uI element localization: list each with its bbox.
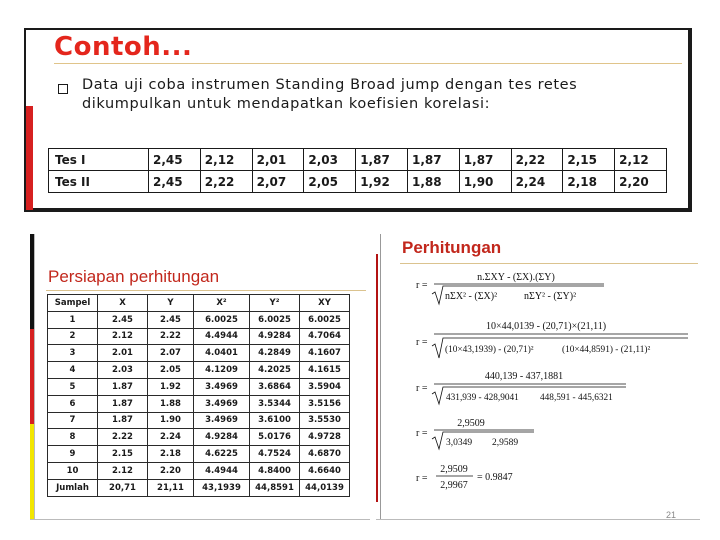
r-label: r = xyxy=(416,428,428,439)
column-header: X xyxy=(98,295,148,312)
table-cell: 3.5904 xyxy=(300,378,350,395)
formula-denominator-a: 3,0349 xyxy=(446,438,473,448)
table-cell: 1.88 xyxy=(148,395,194,412)
table-row xyxy=(48,311,350,328)
table-cell: 3.4969 xyxy=(194,378,250,395)
row-label: Tes I xyxy=(49,149,149,171)
table-cell: 1,87 xyxy=(407,149,459,171)
column-header: Sampel xyxy=(48,295,98,312)
panel-border xyxy=(34,234,35,520)
table-cell: 2.12 xyxy=(98,328,148,345)
table-cell: 2,45 xyxy=(149,149,201,171)
table-cell: 3 xyxy=(48,345,98,362)
square-bullet-icon xyxy=(58,84,68,94)
formula-numerator: 440,139 - 437,1881 xyxy=(484,371,564,382)
table-cell: 1.87 xyxy=(98,412,148,429)
table-cell: 4.4944 xyxy=(194,462,250,479)
row-label: Tes II xyxy=(49,171,149,193)
table-cell: 2,18 xyxy=(563,171,615,193)
table-cell: 6.0025 xyxy=(250,311,300,328)
example-title: Contoh... xyxy=(54,32,193,62)
table-row xyxy=(48,362,350,379)
table-cell: 6 xyxy=(48,395,98,412)
r-label: r = xyxy=(416,280,428,291)
formula-denominator-a: 431,939 - 428,9041 xyxy=(446,393,519,403)
table-cell: 4.4944 xyxy=(194,328,250,345)
table-cell: 2,07 xyxy=(252,171,304,193)
table-cell: 2,05 xyxy=(304,171,356,193)
r-label: r = xyxy=(416,383,428,394)
table-cell: 3.5530 xyxy=(300,412,350,429)
formula-numerator: n.ΣXY - (ΣX).(ΣY) xyxy=(477,272,555,283)
table-cell: 4.6640 xyxy=(300,462,350,479)
table-cell: 6.0025 xyxy=(194,311,250,328)
formula-denominator-b: nΣY² - (ΣY)² xyxy=(524,291,577,302)
panel-border xyxy=(30,519,370,520)
table-cell: 1.87 xyxy=(98,395,148,412)
computation-table xyxy=(47,294,350,497)
table-cell: 2.22 xyxy=(148,328,194,345)
calculation-title: Perhitungan xyxy=(402,238,502,257)
table-cell: 5 xyxy=(48,378,98,395)
formula-denominator-b: (10×44,8591) - (21,11)² xyxy=(562,345,651,355)
correlation-formulas xyxy=(416,266,696,511)
table-cell: 2,12 xyxy=(200,149,252,171)
table-cell: 2.18 xyxy=(148,446,194,463)
table-cell: 2.03 xyxy=(98,362,148,379)
table-cell: 2,45 xyxy=(149,171,201,193)
table-cell: 21,11 xyxy=(148,479,194,496)
formula-denominator-b: 2,9589 xyxy=(492,438,519,448)
table-cell: 2.45 xyxy=(98,311,148,328)
table-cell: 20,71 xyxy=(98,479,148,496)
example-panel xyxy=(24,28,692,212)
table-cell: 2.20 xyxy=(148,462,194,479)
formula-denominator: 2,9967 xyxy=(440,480,468,491)
formula-denominator-b: 448,591 - 445,6321 xyxy=(540,393,613,403)
table-cell: 2.22 xyxy=(98,429,148,446)
formula-simplified xyxy=(416,418,534,449)
panel-border xyxy=(376,519,700,520)
title-divider xyxy=(46,290,366,291)
column-header: Y xyxy=(148,295,194,312)
table-cell: 4.6225 xyxy=(194,446,250,463)
table-cell: 2.05 xyxy=(148,362,194,379)
table-row xyxy=(48,412,350,429)
column-header: X² xyxy=(194,295,250,312)
accent-bar xyxy=(376,254,378,502)
table-cell: 1,90 xyxy=(459,171,511,193)
preparation-panel xyxy=(30,234,370,520)
example-description: Data uji coba instrumen Standing Broad jump dengan tes retes dikumpulkan untuk mendapatkan koefisien korelasi: xyxy=(82,77,578,112)
table-cell: 1,92 xyxy=(356,171,408,193)
calculation-panel xyxy=(376,234,700,520)
table-cell: 4.9284 xyxy=(194,429,250,446)
formula-expanded xyxy=(416,371,626,404)
table-cell: 7 xyxy=(48,412,98,429)
title-divider xyxy=(400,263,698,264)
table-cell: 4.2025 xyxy=(250,362,300,379)
table-cell: Jumlah xyxy=(48,479,98,496)
formula-numerator: 2,9509 xyxy=(457,418,485,429)
preparation-title: Persiapan perhitungan xyxy=(48,267,220,286)
formula-denominator-a: nΣX² - (ΣX)² xyxy=(445,291,498,302)
table-row xyxy=(48,395,350,412)
table-cell: 44,8591 xyxy=(250,479,300,496)
table-cell: 2,15 xyxy=(563,149,615,171)
table-row xyxy=(48,378,350,395)
table-cell: 4.9284 xyxy=(250,328,300,345)
table-cell: 2,03 xyxy=(304,149,356,171)
formula-general xyxy=(416,272,604,304)
table-row xyxy=(48,328,350,345)
table-cell: 8 xyxy=(48,429,98,446)
table-row xyxy=(48,446,350,463)
table-cell: 10 xyxy=(48,462,98,479)
table-cell: 1,87 xyxy=(459,149,511,171)
table-cell: 2.45 xyxy=(148,311,194,328)
table-row xyxy=(49,171,667,193)
table-cell: 4.8400 xyxy=(250,462,300,479)
table-cell: 3.4969 xyxy=(194,395,250,412)
table-cell: 4.9728 xyxy=(300,429,350,446)
table-cell: 2.01 xyxy=(98,345,148,362)
table-row xyxy=(49,149,667,171)
table-cell: 2,24 xyxy=(511,171,563,193)
table-cell: 9 xyxy=(48,446,98,463)
table-cell: 4.6870 xyxy=(300,446,350,463)
table-row xyxy=(48,429,350,446)
table-cell: 2,01 xyxy=(252,149,304,171)
table-cell: 2,20 xyxy=(615,171,667,193)
table-cell: 44,0139 xyxy=(300,479,350,496)
table-cell: 4.2849 xyxy=(250,345,300,362)
total-row xyxy=(48,479,350,496)
table-cell: 4.1607 xyxy=(300,345,350,362)
table-cell: 43,1939 xyxy=(194,479,250,496)
table-cell: 2 xyxy=(48,328,98,345)
table-cell: 1.92 xyxy=(148,378,194,395)
table-cell: 2.12 xyxy=(98,462,148,479)
table-cell: 4.1615 xyxy=(300,362,350,379)
table-cell: 3.5156 xyxy=(300,395,350,412)
r-label: r = xyxy=(416,337,428,348)
table-cell: 2,22 xyxy=(511,149,563,171)
table-cell: 3.5344 xyxy=(250,395,300,412)
table-cell: 1 xyxy=(48,311,98,328)
test-retest-table xyxy=(48,148,667,193)
formula-substituted xyxy=(416,321,688,358)
table-cell: 1.87 xyxy=(98,378,148,395)
formula-numerator: 2,9509 xyxy=(440,464,468,475)
page-number: 21 xyxy=(665,510,676,520)
r-label: r = xyxy=(416,473,428,484)
table-cell: 3.6100 xyxy=(250,412,300,429)
table-cell: 4.0401 xyxy=(194,345,250,362)
table-cell: 2,12 xyxy=(615,149,667,171)
formula-result xyxy=(416,464,513,491)
table-cell: 2,22 xyxy=(200,171,252,193)
table-cell: 2.15 xyxy=(98,446,148,463)
table-cell: 1,88 xyxy=(407,171,459,193)
table-cell: 1,87 xyxy=(356,149,408,171)
table-cell: 1.90 xyxy=(148,412,194,429)
formula-denominator-a: (10×43,1939) - (20,71)² xyxy=(445,345,534,355)
table-row xyxy=(48,462,350,479)
column-header: XY xyxy=(300,295,350,312)
table-cell: 4.7524 xyxy=(250,446,300,463)
accent-bar xyxy=(26,106,33,210)
column-header: Y² xyxy=(250,295,300,312)
table-cell: 2.24 xyxy=(148,429,194,446)
panel-border xyxy=(380,234,381,520)
table-cell: 4 xyxy=(48,362,98,379)
table-cell: 4.7064 xyxy=(300,328,350,345)
table-cell: 3.6864 xyxy=(250,378,300,395)
table-row xyxy=(48,345,350,362)
correlation-result: = 0.9847 xyxy=(477,472,513,483)
table-cell: 2.07 xyxy=(148,345,194,362)
table-cell: 5.0176 xyxy=(250,429,300,446)
title-divider xyxy=(54,63,682,64)
table-cell: 6.0025 xyxy=(300,311,350,328)
formula-numerator: 10×44,0139 - (20,71)×(21,11) xyxy=(485,321,607,332)
table-cell: 3.4969 xyxy=(194,412,250,429)
table-cell: 4.1209 xyxy=(194,362,250,379)
